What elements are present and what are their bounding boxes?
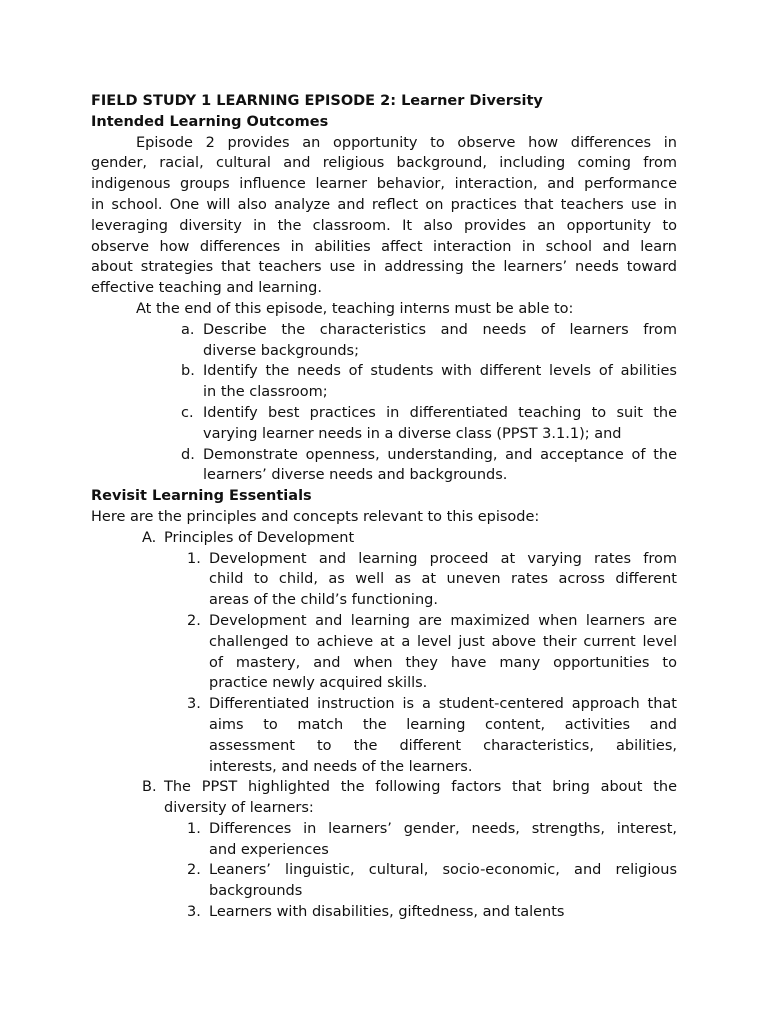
item-line: Leaners’ linguistic, cultural, socio-economic, and religious	[209, 862, 677, 879]
list-marker: a.	[181, 321, 195, 338]
objective-line: Demonstrate openness, understanding, and acceptance of the	[203, 446, 677, 463]
objectives-list	[91, 320, 677, 486]
section-a	[91, 528, 677, 549]
section-marker: A.	[142, 529, 157, 546]
item-line: areas of the child’s functioning.	[209, 592, 438, 609]
intro-line: in school. One will also analyze and reflect on practices that teachers use in	[91, 196, 677, 213]
item-line: and experiences	[209, 841, 329, 858]
item-line: practice newly acquired skills.	[209, 675, 428, 692]
list-marker: b.	[181, 363, 195, 380]
list-marker: c.	[181, 404, 194, 421]
objective-item	[91, 403, 677, 445]
numbered-item	[91, 819, 677, 861]
section-a-items	[91, 549, 677, 778]
intro-paragraph	[91, 133, 677, 299]
item-line: Development and learning proceed at varying rates from	[209, 550, 677, 567]
item-line: backgrounds	[209, 883, 303, 900]
item-line: of mastery, and when they have many opportunities to	[209, 654, 677, 671]
list-marker: 1.	[187, 550, 201, 567]
objective-line: Identify best practices in differentiated teaching to suit the	[203, 404, 677, 421]
section-title: The PPST highlighted the following factors that bring about the	[164, 779, 677, 796]
document-page	[91, 91, 677, 923]
item-line: challenged to achieve at a level just above their current level	[209, 633, 677, 650]
section-heading	[91, 528, 677, 549]
item-line: Development and learning are maximized when learners are	[209, 612, 677, 629]
objective-line: Identify the needs of students with different levels of abilities	[203, 363, 677, 380]
document-title: FIELD STUDY 1 LEARNING EPISODE 2: Learner Diversity	[91, 93, 543, 109]
intro-line: indigenous groups influence learner behavior, interaction, and performance	[91, 176, 677, 193]
section-heading	[91, 777, 677, 819]
section-title: diversity of learners:	[164, 800, 314, 817]
objectives-lead: At the end of this episode, teaching interns must be able to:	[136, 300, 574, 317]
outcomes-heading: Intended Learning Outcomes	[91, 113, 329, 130]
item-line: child to child, as well as at uneven rates across different	[209, 571, 677, 588]
intro-line: about strategies that teachers use in addressing the learners’ needs toward	[91, 259, 677, 276]
essentials-lead: Here are the principles and concepts relevant to this episode:	[91, 508, 540, 525]
list-marker: 1.	[187, 820, 201, 837]
objective-line: Describe the characteristics and needs of learners from	[203, 321, 677, 338]
item-line: Differences in learners’ gender, needs, strengths, interest,	[209, 820, 677, 837]
section-marker: B.	[142, 779, 157, 796]
numbered-item	[91, 549, 677, 611]
objective-line: learners’ diverse needs and backgrounds.	[203, 467, 508, 484]
objective-line: varying learner needs in a diverse class (PPST 3.1.1); and	[203, 425, 622, 442]
section-title: Principles of Development	[164, 529, 355, 546]
intro-line: observe how differences in abilities affect interaction in school and learn	[91, 238, 677, 255]
objective-item	[91, 320, 677, 362]
intro-line: Episode 2 provides an opportunity to observe how differences in	[136, 134, 677, 151]
item-line: assessment to the different characteristics, abilities,	[209, 737, 677, 754]
list-marker: 3.	[187, 904, 201, 921]
item-line: Learners with disabilities, giftedness, and talents	[209, 904, 565, 921]
list-marker: 3.	[187, 696, 201, 713]
objective-item	[91, 445, 677, 487]
numbered-item	[91, 902, 677, 923]
section-b	[91, 777, 677, 819]
intro-line: leveraging diversity in the classroom. It also provides an opportunity to	[91, 217, 677, 234]
item-line: interests, and needs of the learners.	[209, 758, 473, 775]
numbered-item	[91, 694, 677, 777]
list-marker: d.	[181, 446, 195, 463]
list-marker: 2.	[187, 862, 201, 879]
intro-line: gender, racial, cultural and religious background, including coming from	[91, 155, 677, 172]
list-marker: 2.	[187, 612, 201, 629]
numbered-item	[91, 860, 677, 902]
objective-line: diverse backgrounds;	[203, 342, 359, 359]
objective-item	[91, 361, 677, 403]
intro-line: effective teaching and learning.	[91, 280, 322, 297]
item-line: aims to match the learning content, activities and	[209, 716, 677, 733]
objective-line: in the classroom;	[203, 384, 328, 401]
section-b-items	[91, 819, 677, 923]
numbered-item	[91, 611, 677, 694]
essentials-heading: Revisit Learning Essentials	[91, 488, 312, 505]
item-line: Differentiated instruction is a student-centered approach that	[209, 696, 677, 713]
